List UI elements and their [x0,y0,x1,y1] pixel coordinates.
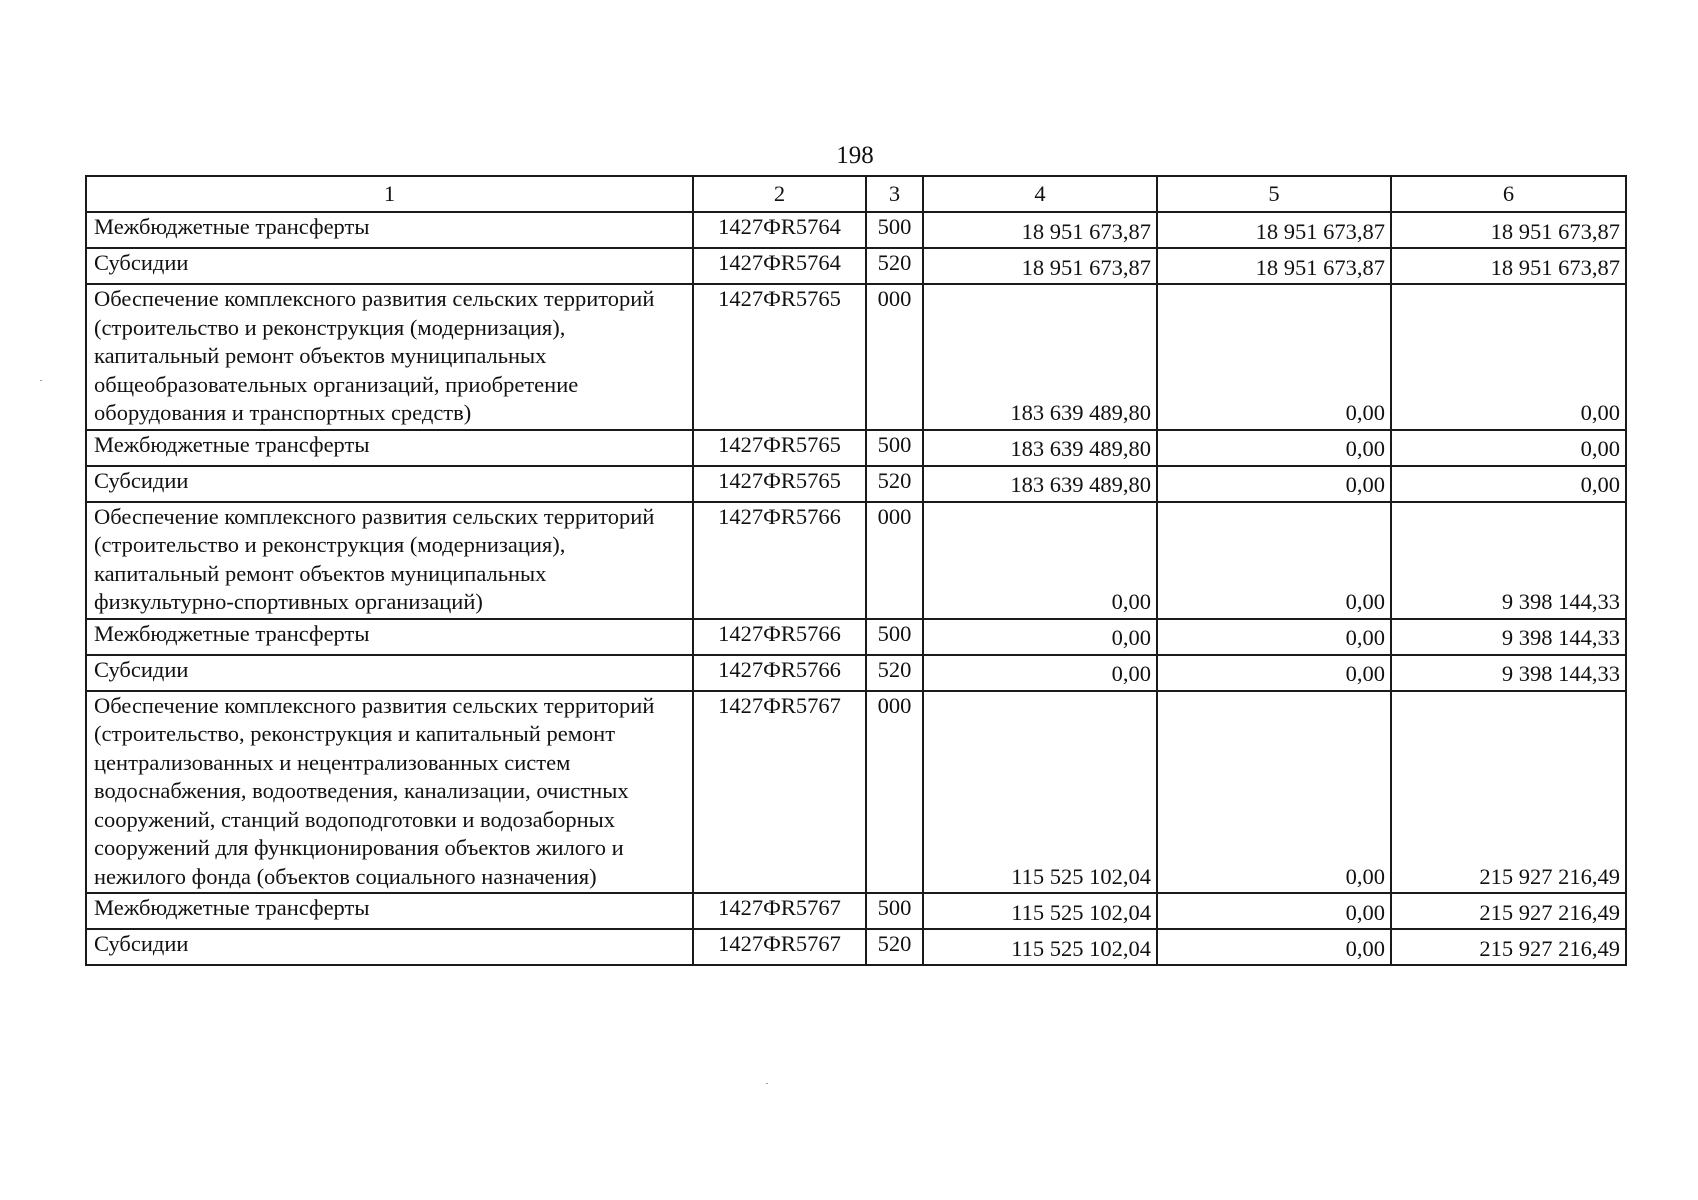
row-code: 1427ФR5766 [693,619,866,655]
table-row [86,655,1626,691]
row-code: 1427ФR5765 [693,430,866,466]
row-value-4: 0,00 [923,502,1157,619]
row-expense-type: 520 [866,466,923,502]
row-value-4: 183 639 489,80 [923,430,1157,466]
row-value-6: 18 951 673,87 [1391,212,1626,248]
row-name: Субсидии [86,248,693,284]
row-value-5: 0,00 [1157,691,1391,894]
table-row [86,929,1626,965]
row-value-6: 215 927 216,49 [1391,929,1626,965]
row-value-6: 9 398 144,33 [1391,619,1626,655]
row-value-4: 0,00 [923,619,1157,655]
row-value-5: 0,00 [1157,655,1391,691]
row-value-6: 9 398 144,33 [1391,655,1626,691]
row-value-4: 115 525 102,04 [923,691,1157,894]
row-value-6: 9 398 144,33 [1391,502,1626,619]
row-value-6: 0,00 [1391,430,1626,466]
row-value-6: 0,00 [1391,466,1626,502]
row-value-5: 0,00 [1157,430,1391,466]
header-row [86,176,1626,212]
row-expense-type: 500 [866,430,923,466]
page-number: 198 [836,142,874,169]
table-row [86,893,1626,929]
table-row [86,619,1626,655]
row-value-5: 0,00 [1157,929,1391,965]
row-value-5: 18 951 673,87 [1157,212,1391,248]
column-header: 5 [1157,176,1391,212]
row-value-4: 18 951 673,87 [923,212,1157,248]
budget-table [85,175,1627,966]
column-header: 4 [923,176,1157,212]
row-expense-type: 000 [866,691,923,894]
row-value-4: 183 639 489,80 [923,466,1157,502]
row-code: 1427ФR5767 [693,893,866,929]
row-expense-type: 000 [866,284,923,430]
row-value-4: 115 525 102,04 [923,929,1157,965]
table-row [86,430,1626,466]
row-value-5: 0,00 [1157,502,1391,619]
row-expense-type: 520 [866,929,923,965]
row-value-5: 18 951 673,87 [1157,248,1391,284]
row-value-5: 0,00 [1157,284,1391,430]
row-code: 1427ФR5764 [693,248,866,284]
row-value-4: 18 951 673,87 [923,248,1157,284]
row-value-6: 215 927 216,49 [1391,893,1626,929]
row-name: Межбюджетные трансферты [86,893,693,929]
scan-speck [766,1083,768,1084]
row-value-5: 0,00 [1157,619,1391,655]
column-header: 2 [693,176,866,212]
row-expense-type: 500 [866,212,923,248]
row-name: Обеспечение комплексного развития сельских территорий (строительство, реконструкция и капитальный ремонт централизованных и нецентрализованных систем водоснабжения, водоотведения, канализации, очистных сооружений, станций водоподготовки и водозаборных сооружений для функционирования объектов жилого и нежилого фонда (объектов социального назначения) [86,691,693,894]
table-row [86,466,1626,502]
row-expense-type: 500 [866,619,923,655]
row-name: Межбюджетные трансферты [86,430,693,466]
row-value-4: 115 525 102,04 [923,893,1157,929]
table-row [86,212,1626,248]
row-value-5: 0,00 [1157,466,1391,502]
scan-speck [40,380,42,381]
row-value-6: 0,00 [1391,284,1626,430]
table-row [86,691,1626,894]
row-value-4: 0,00 [923,655,1157,691]
row-name: Обеспечение комплексного развития сельских территорий (строительство и реконструкция (модернизация), капитальный ремонт объектов муниципальных общеобразовательных организаций, приобретение оборудования и транспортных средств) [86,284,693,430]
table-row [86,502,1626,619]
row-value-6: 215 927 216,49 [1391,691,1626,894]
table-row [86,284,1626,430]
row-code: 1427ФR5765 [693,284,866,430]
row-name: Межбюджетные трансферты [86,619,693,655]
row-expense-type: 500 [866,893,923,929]
row-name: Субсидии [86,655,693,691]
row-code: 1427ФR5766 [693,655,866,691]
row-code: 1427ФR5764 [693,212,866,248]
column-header: 3 [866,176,923,212]
row-expense-type: 520 [866,655,923,691]
column-header: 1 [86,176,693,212]
row-expense-type: 520 [866,248,923,284]
row-code: 1427ФR5767 [693,929,866,965]
row-code: 1427ФR5765 [693,466,866,502]
row-value-4: 183 639 489,80 [923,284,1157,430]
row-value-5: 0,00 [1157,893,1391,929]
row-name: Субсидии [86,929,693,965]
row-code: 1427ФR5766 [693,502,866,619]
row-value-6: 18 951 673,87 [1391,248,1626,284]
row-name: Обеспечение комплексного развития сельских территорий (строительство и реконструкция (модернизация), капитальный ремонт объектов муниципальных физкультурно-спортивных организаций) [86,502,693,619]
table-row [86,248,1626,284]
row-code: 1427ФR5767 [693,691,866,894]
row-name: Субсидии [86,466,693,502]
row-name: Межбюджетные трансферты [86,212,693,248]
row-expense-type: 000 [866,502,923,619]
column-header: 6 [1391,176,1626,212]
